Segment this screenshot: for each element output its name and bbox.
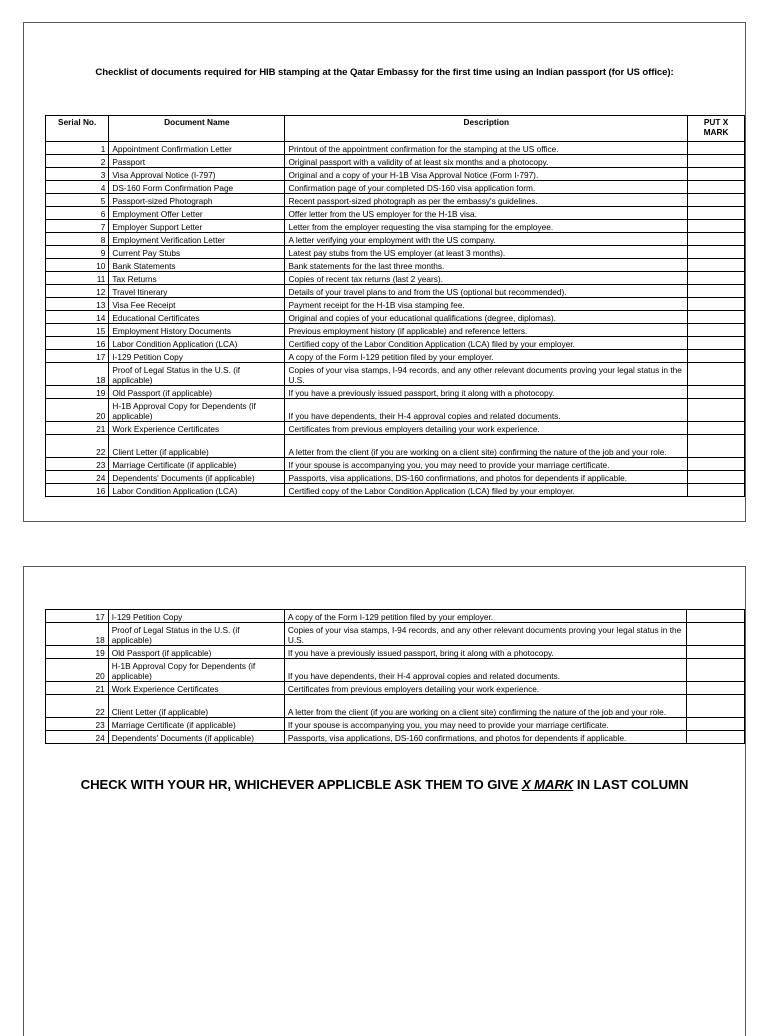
x-mark-cell[interactable] [687, 646, 745, 659]
x-mark-cell[interactable] [687, 610, 745, 623]
x-mark-cell[interactable] [688, 285, 745, 298]
serial-number-cell: 2 [46, 155, 109, 168]
document-name-cell: Client Letter (if applicable) [108, 695, 284, 718]
description-cell: Previous employment history (if applicable) and reference letters. [285, 324, 688, 337]
serial-number-cell: 19 [46, 646, 109, 659]
x-mark-cell[interactable] [687, 731, 745, 744]
x-mark-cell[interactable] [688, 484, 745, 497]
document-name-cell: Proof of Legal Status in the U.S. (if applicable) [109, 363, 285, 386]
instruction-x-mark: X MARK [521, 777, 574, 792]
description-cell: Certified copy of the Labor Condition Application (LCA) filed by your employer. [285, 484, 688, 497]
serial-number-cell: 1 [46, 142, 109, 155]
document-name-cell: Employment Offer Letter [109, 207, 285, 220]
table-row [46, 363, 745, 386]
description-cell: Original passport with a validity of at least six months and a photocopy. [285, 155, 688, 168]
table-row [46, 623, 745, 646]
serial-number-cell: 22 [46, 695, 109, 718]
document-name-cell: Visa Fee Receipt [109, 298, 285, 311]
x-mark-cell[interactable] [688, 155, 745, 168]
header-description: Description [285, 116, 688, 142]
serial-number-cell: 15 [46, 324, 109, 337]
table-row [46, 298, 745, 311]
serial-number-cell: 20 [46, 659, 109, 682]
description-cell: A letter from the client (if you are working on a client site) confirming the nature of the job and your role. [285, 435, 688, 458]
table-row [46, 311, 745, 324]
document-name-cell: Employer Support Letter [109, 220, 285, 233]
description-cell: Offer letter from the US employer for the H-1B visa. [285, 207, 688, 220]
document-name-cell: H-1B Approval Copy for Dependents (if applicable) [109, 399, 285, 422]
description-cell: Bank statements for the last three months. [285, 259, 688, 272]
serial-number-cell: 24 [46, 731, 109, 744]
x-mark-cell[interactable] [688, 298, 745, 311]
description-cell: Passports, visa applications, DS-160 confirmations, and photos for dependents if applicable. [284, 731, 687, 744]
table-row [46, 285, 745, 298]
table-row [46, 718, 745, 731]
x-mark-cell[interactable] [688, 220, 745, 233]
serial-number-cell: 21 [46, 422, 109, 435]
x-mark-cell[interactable] [688, 246, 745, 259]
x-mark-cell[interactable] [688, 386, 745, 399]
document-name-cell: Educational Certificates [109, 311, 285, 324]
document-name-cell: Proof of Legal Status in the U.S. (if applicable) [108, 623, 284, 646]
x-mark-cell[interactable] [687, 695, 745, 718]
table-row [46, 659, 745, 682]
table-row [46, 168, 745, 181]
x-mark-cell[interactable] [688, 324, 745, 337]
description-cell: Printout of the appointment confirmation for the stamping at the US office. [285, 142, 688, 155]
serial-number-cell: 16 [46, 484, 109, 497]
table-header-row [46, 116, 745, 142]
serial-number-cell: 6 [46, 207, 109, 220]
document-name-cell: Appointment Confirmation Letter [109, 142, 285, 155]
table-row [46, 386, 745, 399]
serial-number-cell: 12 [46, 285, 109, 298]
document-name-cell: Marriage Certificate (if applicable) [108, 718, 284, 731]
document-name-cell: Current Pay Stubs [109, 246, 285, 259]
document-name-cell: Work Experience Certificates [108, 682, 284, 695]
instruction-text: CHECK WITH YOUR HR, WHICHEVER APPLICBLE ASK THEM TO GIVE [80, 777, 522, 792]
description-cell: Recent passport-sized photograph as per the embassy's guidelines. [285, 194, 688, 207]
description-cell: If your spouse is accompanying you, you may need to provide your marriage certificate. [285, 458, 688, 471]
serial-number-cell: 23 [46, 458, 109, 471]
x-mark-cell[interactable] [688, 207, 745, 220]
document-name-cell: Dependents' Documents (if applicable) [108, 731, 284, 744]
document-name-cell: Travel Itinerary [109, 285, 285, 298]
table-row [46, 484, 745, 497]
table-row [46, 610, 745, 623]
table-row [46, 458, 745, 471]
description-cell: Payment receipt for the H-1B visa stamping fee. [285, 298, 688, 311]
x-mark-cell[interactable] [687, 682, 745, 695]
x-mark-cell[interactable] [688, 458, 745, 471]
x-mark-cell[interactable] [688, 399, 745, 422]
description-cell: Passports, visa applications, DS-160 confirmations, and photos for dependents if applicable. [285, 471, 688, 484]
description-cell: A copy of the Form I-129 petition filed by your employer. [284, 610, 687, 623]
checklist-body [46, 142, 745, 497]
table-row [46, 731, 745, 744]
x-mark-cell[interactable] [688, 259, 745, 272]
serial-number-cell: 19 [46, 386, 109, 399]
document-name-cell: Employment Verification Letter [109, 233, 285, 246]
serial-number-cell: 17 [46, 350, 109, 363]
description-cell: Latest pay stubs from the US employer (at least 3 months). [285, 246, 688, 259]
table-row [46, 324, 745, 337]
document-page-2 [23, 566, 746, 1036]
x-mark-cell[interactable] [688, 181, 745, 194]
checklist-table [45, 115, 745, 497]
checklist-body-continued [46, 610, 745, 744]
table-row [46, 695, 745, 718]
document-name-cell: Dependents' Documents (if applicable) [109, 471, 285, 484]
serial-number-cell: 5 [46, 194, 109, 207]
header-put-x-mark: PUT X MARK [688, 116, 745, 142]
table-row [46, 682, 745, 695]
description-cell: Original and a copy of your H-1B Visa Approval Notice (Form I-797). [285, 168, 688, 181]
description-cell: Certificates from previous employers detailing your work experience. [285, 422, 688, 435]
document-name-cell: Old Passport (if applicable) [109, 386, 285, 399]
document-name-cell: Bank Statements [109, 259, 285, 272]
description-cell: A letter verifying your employment with the US company. [285, 233, 688, 246]
table-row [46, 337, 745, 350]
table-row [46, 220, 745, 233]
document-name-cell: Marriage Certificate (if applicable) [109, 458, 285, 471]
table-row [46, 155, 745, 168]
document-name-cell: Labor Condition Application (LCA) [109, 484, 285, 497]
description-cell: Certified copy of the Labor Condition Application (LCA) filed by your employer. [285, 337, 688, 350]
document-title: Checklist of documents required for HIB stamping at the Qatar Embassy for the first time using an Indian passport (for US office): [95, 67, 674, 78]
description-cell: Copies of recent tax returns (last 2 years). [285, 272, 688, 285]
serial-number-cell: 21 [46, 682, 109, 695]
x-mark-cell[interactable] [688, 363, 745, 386]
serial-number-cell: 20 [46, 399, 109, 422]
table-row [46, 194, 745, 207]
x-mark-cell[interactable] [688, 422, 745, 435]
document-name-cell: Client Letter (if applicable) [109, 435, 285, 458]
serial-number-cell: 18 [46, 363, 109, 386]
x-mark-cell[interactable] [687, 659, 745, 682]
document-name-cell: H-1B Approval Copy for Dependents (if applicable) [108, 659, 284, 682]
serial-number-cell: 14 [46, 311, 109, 324]
serial-number-cell: 8 [46, 233, 109, 246]
x-mark-cell[interactable] [688, 272, 745, 285]
table-row [46, 422, 745, 435]
header-serial-no: Serial No. [46, 116, 109, 142]
table-row [46, 207, 745, 220]
serial-number-cell: 4 [46, 181, 109, 194]
x-mark-cell[interactable] [688, 311, 745, 324]
description-cell: A copy of the Form I-129 petition filed by your employer. [285, 350, 688, 363]
instruction-text-end: IN LAST COLUMN [573, 777, 689, 792]
serial-number-cell: 16 [46, 337, 109, 350]
description-cell: Copies of your visa stamps, I-94 records, and any other relevant documents proving your legal status in the U.S. [285, 363, 688, 386]
description-cell: If you have dependents, their H-4 approval copies and related documents. [284, 659, 687, 682]
table-row [46, 471, 745, 484]
description-cell: Original and copies of your educational qualifications (degree, diplomas). [285, 311, 688, 324]
table-row [46, 272, 745, 285]
description-cell: Confirmation page of your completed DS-160 visa application form. [285, 181, 688, 194]
document-name-cell: Old Passport (if applicable) [108, 646, 284, 659]
document-name-cell: DS-160 Form Confirmation Page [109, 181, 285, 194]
x-mark-cell[interactable] [688, 471, 745, 484]
document-name-cell: Employment History Documents [109, 324, 285, 337]
x-mark-cell[interactable] [688, 194, 745, 207]
table-row [46, 246, 745, 259]
table-row [46, 350, 745, 363]
x-mark-cell[interactable] [688, 142, 745, 155]
checklist-table-continued [45, 609, 745, 744]
table-row [46, 399, 745, 422]
table-row [46, 646, 745, 659]
serial-number-cell: 17 [46, 610, 109, 623]
description-cell: Details of your travel plans to and from the US (optional but recommended). [285, 285, 688, 298]
hr-instruction [24, 777, 745, 792]
table-row [46, 142, 745, 155]
serial-number-cell: 9 [46, 246, 109, 259]
document-name-cell: Passport-sized Photograph [109, 194, 285, 207]
table-row [46, 233, 745, 246]
table-row [46, 259, 745, 272]
table-row [46, 181, 745, 194]
document-page-1 [23, 22, 746, 522]
x-mark-cell[interactable] [688, 233, 745, 246]
serial-number-cell: 13 [46, 298, 109, 311]
description-cell: If your spouse is accompanying you, you may need to provide your marriage certificate. [284, 718, 687, 731]
header-document-name: Document Name [109, 116, 285, 142]
serial-number-cell: 7 [46, 220, 109, 233]
description-cell: Copies of your visa stamps, I-94 records, and any other relevant documents proving your legal status in the U.S. [284, 623, 687, 646]
serial-number-cell: 10 [46, 259, 109, 272]
serial-number-cell: 3 [46, 168, 109, 181]
x-mark-cell[interactable] [687, 623, 745, 646]
x-mark-cell[interactable] [688, 350, 745, 363]
table-row [46, 435, 745, 458]
description-cell: If you have a previously issued passport, bring it along with a photocopy. [284, 646, 687, 659]
x-mark-cell[interactable] [687, 718, 745, 731]
document-name-cell: Work Experience Certificates [109, 422, 285, 435]
serial-number-cell: 11 [46, 272, 109, 285]
description-cell: If you have a previously issued passport, bring it along with a photocopy. [285, 386, 688, 399]
description-cell: If you have dependents, their H-4 approval copies and related documents. [285, 399, 688, 422]
document-name-cell: Labor Condition Application (LCA) [109, 337, 285, 350]
serial-number-cell: 22 [46, 435, 109, 458]
document-name-cell: Visa Approval Notice (I-797) [109, 168, 285, 181]
description-cell: Letter from the employer requesting the visa stamping for the employee. [285, 220, 688, 233]
serial-number-cell: 23 [46, 718, 109, 731]
x-mark-cell[interactable] [688, 435, 745, 458]
x-mark-cell[interactable] [688, 168, 745, 181]
serial-number-cell: 18 [46, 623, 109, 646]
document-name-cell: Passport [109, 155, 285, 168]
document-name-cell: Tax Returns [109, 272, 285, 285]
x-mark-cell[interactable] [688, 337, 745, 350]
description-cell: A letter from the client (if you are working on a client site) confirming the nature of the job and your role. [284, 695, 687, 718]
serial-number-cell: 24 [46, 471, 109, 484]
description-cell: Certificates from previous employers detailing your work experience. [284, 682, 687, 695]
document-name-cell: I-129 Petition Copy [109, 350, 285, 363]
document-name-cell: I-129 Petition Copy [108, 610, 284, 623]
